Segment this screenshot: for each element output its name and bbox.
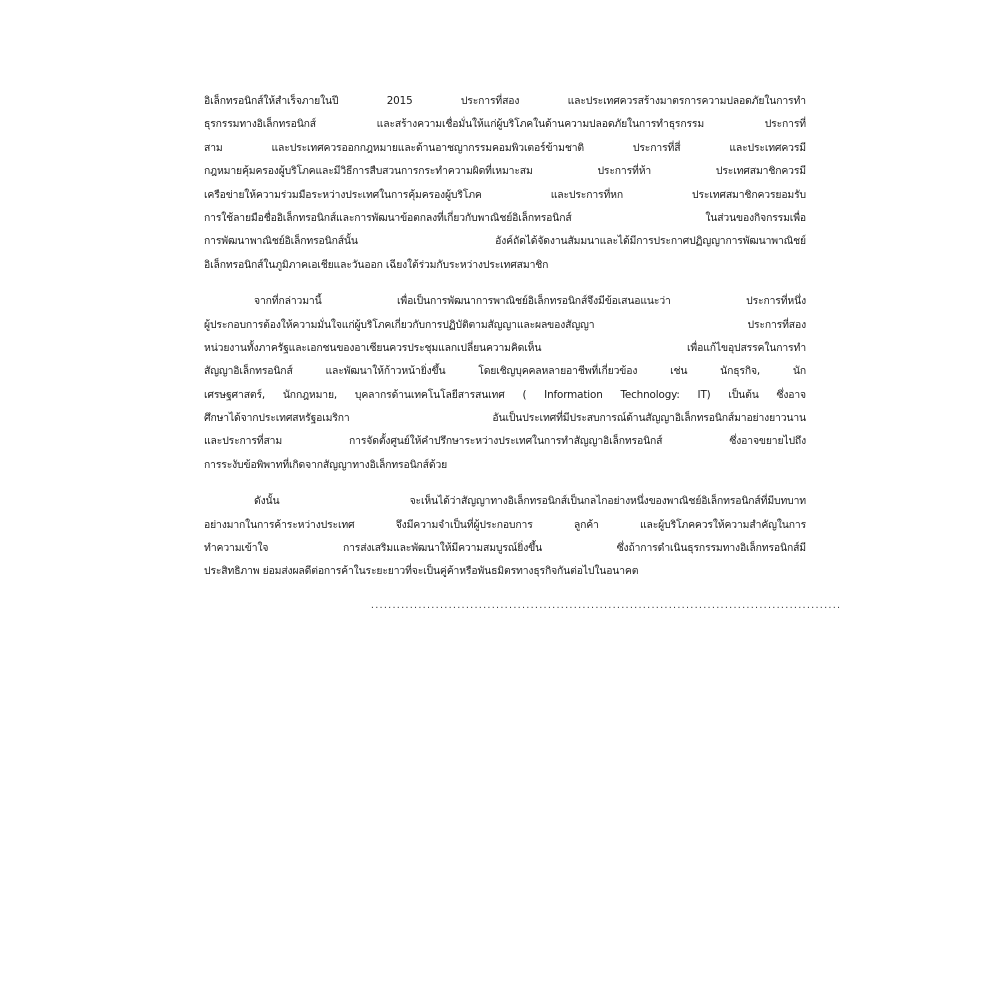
text-line: ดังนั้น จะเห็นได้ว่าสัญญาทางอิเล็กทรอนิกส์เป็นกลไกอย่างหนึ่งของพาณิชย์อิเล็กทรอนิกส์ที่มีบทบาท (254, 495, 806, 508)
text-line: ผู้ประกอบการต้องให้ความมั่นใจแก่ผู้บริโภคเกี่ยวกับการปฏิบัติตามสัญญาและผลของสัญญา ประการที่สอง (204, 318, 806, 331)
text-line: ศึกษาได้จากประเทศสหรัฐอเมริกา อันเป็นประเทศที่มีประสบการณ์ด้านสัญญาอิเล็กทรอนิกส์มาอย่างยาวนาน (204, 412, 806, 425)
text-line: สาม และประเทศควรออกกฎหมายและด้านอาชญากรรมคอมพิวเตอร์ข้ามชาติ ประการที่สี่ และประเทศควรมี (204, 141, 806, 154)
text-line: เศรษฐศาสตร์, นักกฎหมาย, บุคลากรด้านเทคโนโลยีสารสนเทศ ( Information Technology: IT) เป็นต้น ซึ่งอาจ (204, 388, 806, 401)
text-line: อิเล็กทรอนิกส์ในภูมิภาคเอเชียและวันออก เฉียงใต้ร่วมกับระหว่างประเทศสมาชิก (204, 258, 549, 271)
paragraph-1 (204, 90, 806, 277)
text-line: การระงับข้อพิพาทที่เกิดจากสัญญาทางอิเล็กทรอนิกส์ด้วย (204, 458, 448, 471)
dotted-separator: ............................................................................................................. (370, 601, 841, 610)
text-line: สัญญาอิเล็กทรอนิกส์ และพัฒนาให้ก้าวหน้ายิ่งขึ้น โดยเชิญบุคคลหลายอาชีพที่เกี่ยวข้อง เช่น นักธุรกิจ, นัก (204, 365, 806, 378)
text-line: ธุรกรรมทางอิเล็กทรอนิกส์ และสร้างความเชื่อมั่นให้แก่ผู้บริโภคในด้านความปลอดภัยในการทำธุรกรรม ประการที่ (204, 118, 806, 131)
text-line: ทำความเข้าใจ การส่งเสริมและพัฒนาให้มีความสมบูรณ์ยิ่งขึ้น ซึ่งถ้าการดำเนินธุรกรรมทางอิเล็กทรอนิกส์มี (204, 542, 806, 555)
text-line: เครือข่ายให้ความร่วมมือระหว่างประเทศในการคุ้มครองผู้บริโภค และประการที่หก ประเทศสมาชิกควรยอมรับ (204, 188, 806, 201)
text-line: อิเล็กทรอนิกส์ให้สำเร็จภายในปี 2015 ประการที่สอง และประเทศควรสร้างมาตรการความปลอดภัยในการทำ (204, 95, 806, 107)
text-line: หน่วยงานทั้งภาครัฐและเอกชนของอาเซียนควรประชุมแลกเปลี่ยนความคิดเห็น เพื่อแก้ไขอุปสรรคในการทำ (204, 341, 806, 354)
text-line: กฎหมายคุ้มครองผู้บริโภคและมีวิธีการสืบสวนการกระทำความผิดที่เหมาะสม ประการที่ห้า ประเทศสมาชิกควรมี (204, 165, 806, 178)
text-line: อย่างมากในการค้าระหว่างประเทศ จึงมีความจำเป็นที่ผู้ประกอบการ ลูกค้า และผู้บริโภคควรให้ความสำคัญในการ (204, 518, 806, 531)
text-line: จากที่กล่าวมานี้ เพื่อเป็นการพัฒนาการพาณิชย์อิเล็กทรอนิกส์จึงมีข้อเสนอแนะว่า ประการที่หนึ่ง (254, 295, 806, 308)
paragraph-3 (204, 490, 806, 584)
document-body (204, 90, 806, 597)
text-line: และประการที่สาม การจัดตั้งศูนย์ให้คำปรึกษาระหว่างประเทศในการทำสัญญาอิเล็กทรอนิกส์ ซึ่งอาจขยายไปถึง (204, 435, 806, 448)
text-line: ประสิทธิภาพ ย่อมส่งผลดีต่อการค้าในระยะยาวที่จะเป็นคู่ค้าหรือพันธมิตรทางธุรกิจกันต่อไปในอนาคต (204, 565, 639, 578)
paragraph-2 (204, 290, 806, 477)
text-line: การพัฒนาพาณิชย์อิเล็กทรอนิกส์นั้น อังค์ถัดได้จัดงานสัมมนาและได้มีการประกาศปฏิญญาการพัฒนาพาณิชย์ (204, 235, 806, 248)
text-line: การใช้ลายมือชื่ออิเล็กทรอนิกส์และการพัฒนาข้อตกลงที่เกี่ยวกับพาณิชย์อิเล็กทรอนิกส์ ในส่วนของกิจกรรมเพื่อ (204, 211, 806, 224)
